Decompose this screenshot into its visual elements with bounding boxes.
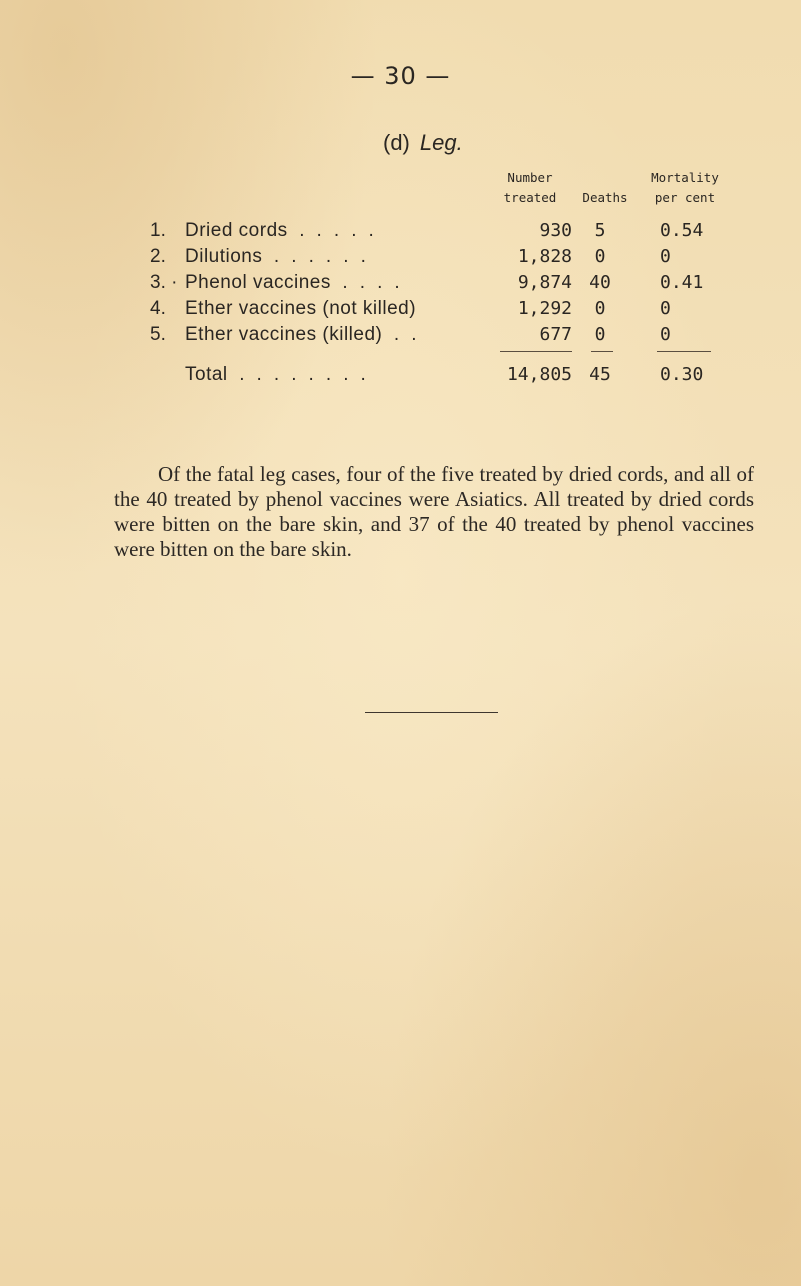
row-treated: 930: [539, 220, 572, 241]
row-treated: 1,292: [517, 298, 572, 319]
total-treated: 14,805: [506, 364, 572, 385]
sum-rule-deaths: [591, 351, 613, 352]
section-title: Leg.: [419, 130, 463, 155]
table-row: [0, 324, 801, 350]
page-number: — 30 —: [350, 62, 451, 90]
sum-rule-mortality: [657, 351, 711, 352]
row-mortality: 0: [660, 246, 671, 267]
table-total-row: [0, 364, 801, 390]
paragraph-text: Of the fatal leg cases, four of the five treated by dried cords, and all of the 40 treated by phenol vaccines were Asiatics. All treated by dried cords were bitten on the bare skin, and 37 of the 40 treated by phenol vaccines were bitten on the bare skin.: [114, 462, 754, 561]
row-name: Ether vaccines (killed) . .: [185, 324, 418, 345]
row-treated: 1,828: [517, 246, 572, 267]
column-header-number-line2: treated: [503, 190, 557, 205]
row-number: 5.: [150, 324, 166, 345]
row-number: 1.: [150, 220, 166, 241]
row-mortality: 0: [660, 324, 671, 345]
row-treated: 9,874: [517, 272, 572, 293]
row-treated: 677: [539, 324, 572, 345]
table-row: [0, 298, 801, 324]
row-name: Ether vaccines (not killed): [185, 298, 417, 319]
total-deaths: 45: [589, 364, 611, 385]
row-deaths: 0: [594, 246, 606, 267]
row-mortality: 0: [660, 298, 671, 319]
row-deaths: 0: [594, 298, 606, 319]
row-name: Dried cords . . . . .: [185, 220, 375, 241]
column-header-number-line1: Number: [507, 170, 553, 185]
row-number: 4.: [150, 298, 166, 319]
sum-rule-treated: [500, 351, 572, 352]
row-deaths: 5: [594, 220, 606, 241]
row-deaths: 40: [589, 272, 611, 293]
end-rule: [365, 712, 498, 713]
body-paragraph: [114, 462, 754, 562]
row-deaths: 0: [594, 324, 606, 345]
column-header-mortality-line1: Mortality: [651, 170, 719, 185]
row-mortality: 0.54: [660, 220, 704, 241]
row-name: Phenol vaccines . . . .: [185, 272, 401, 293]
total-label: Total . . . . . . . .: [185, 364, 367, 385]
row-name: Dilutions . . . . . .: [185, 246, 367, 267]
section-heading: [383, 130, 463, 156]
table-row: [0, 246, 801, 272]
row-mortality: 0.41: [660, 272, 704, 293]
total-mortality: 0.30: [660, 364, 704, 385]
table-row: [0, 272, 801, 298]
column-header-deaths: Deaths: [582, 190, 628, 205]
section-prefix: (d): [383, 130, 410, 155]
row-number: 2.: [150, 246, 166, 267]
table-row: [0, 220, 801, 246]
row-number: 3. ·: [150, 272, 178, 293]
column-header-mortality: [620, 168, 750, 208]
column-header-mortality-line2: per cent: [654, 190, 716, 205]
